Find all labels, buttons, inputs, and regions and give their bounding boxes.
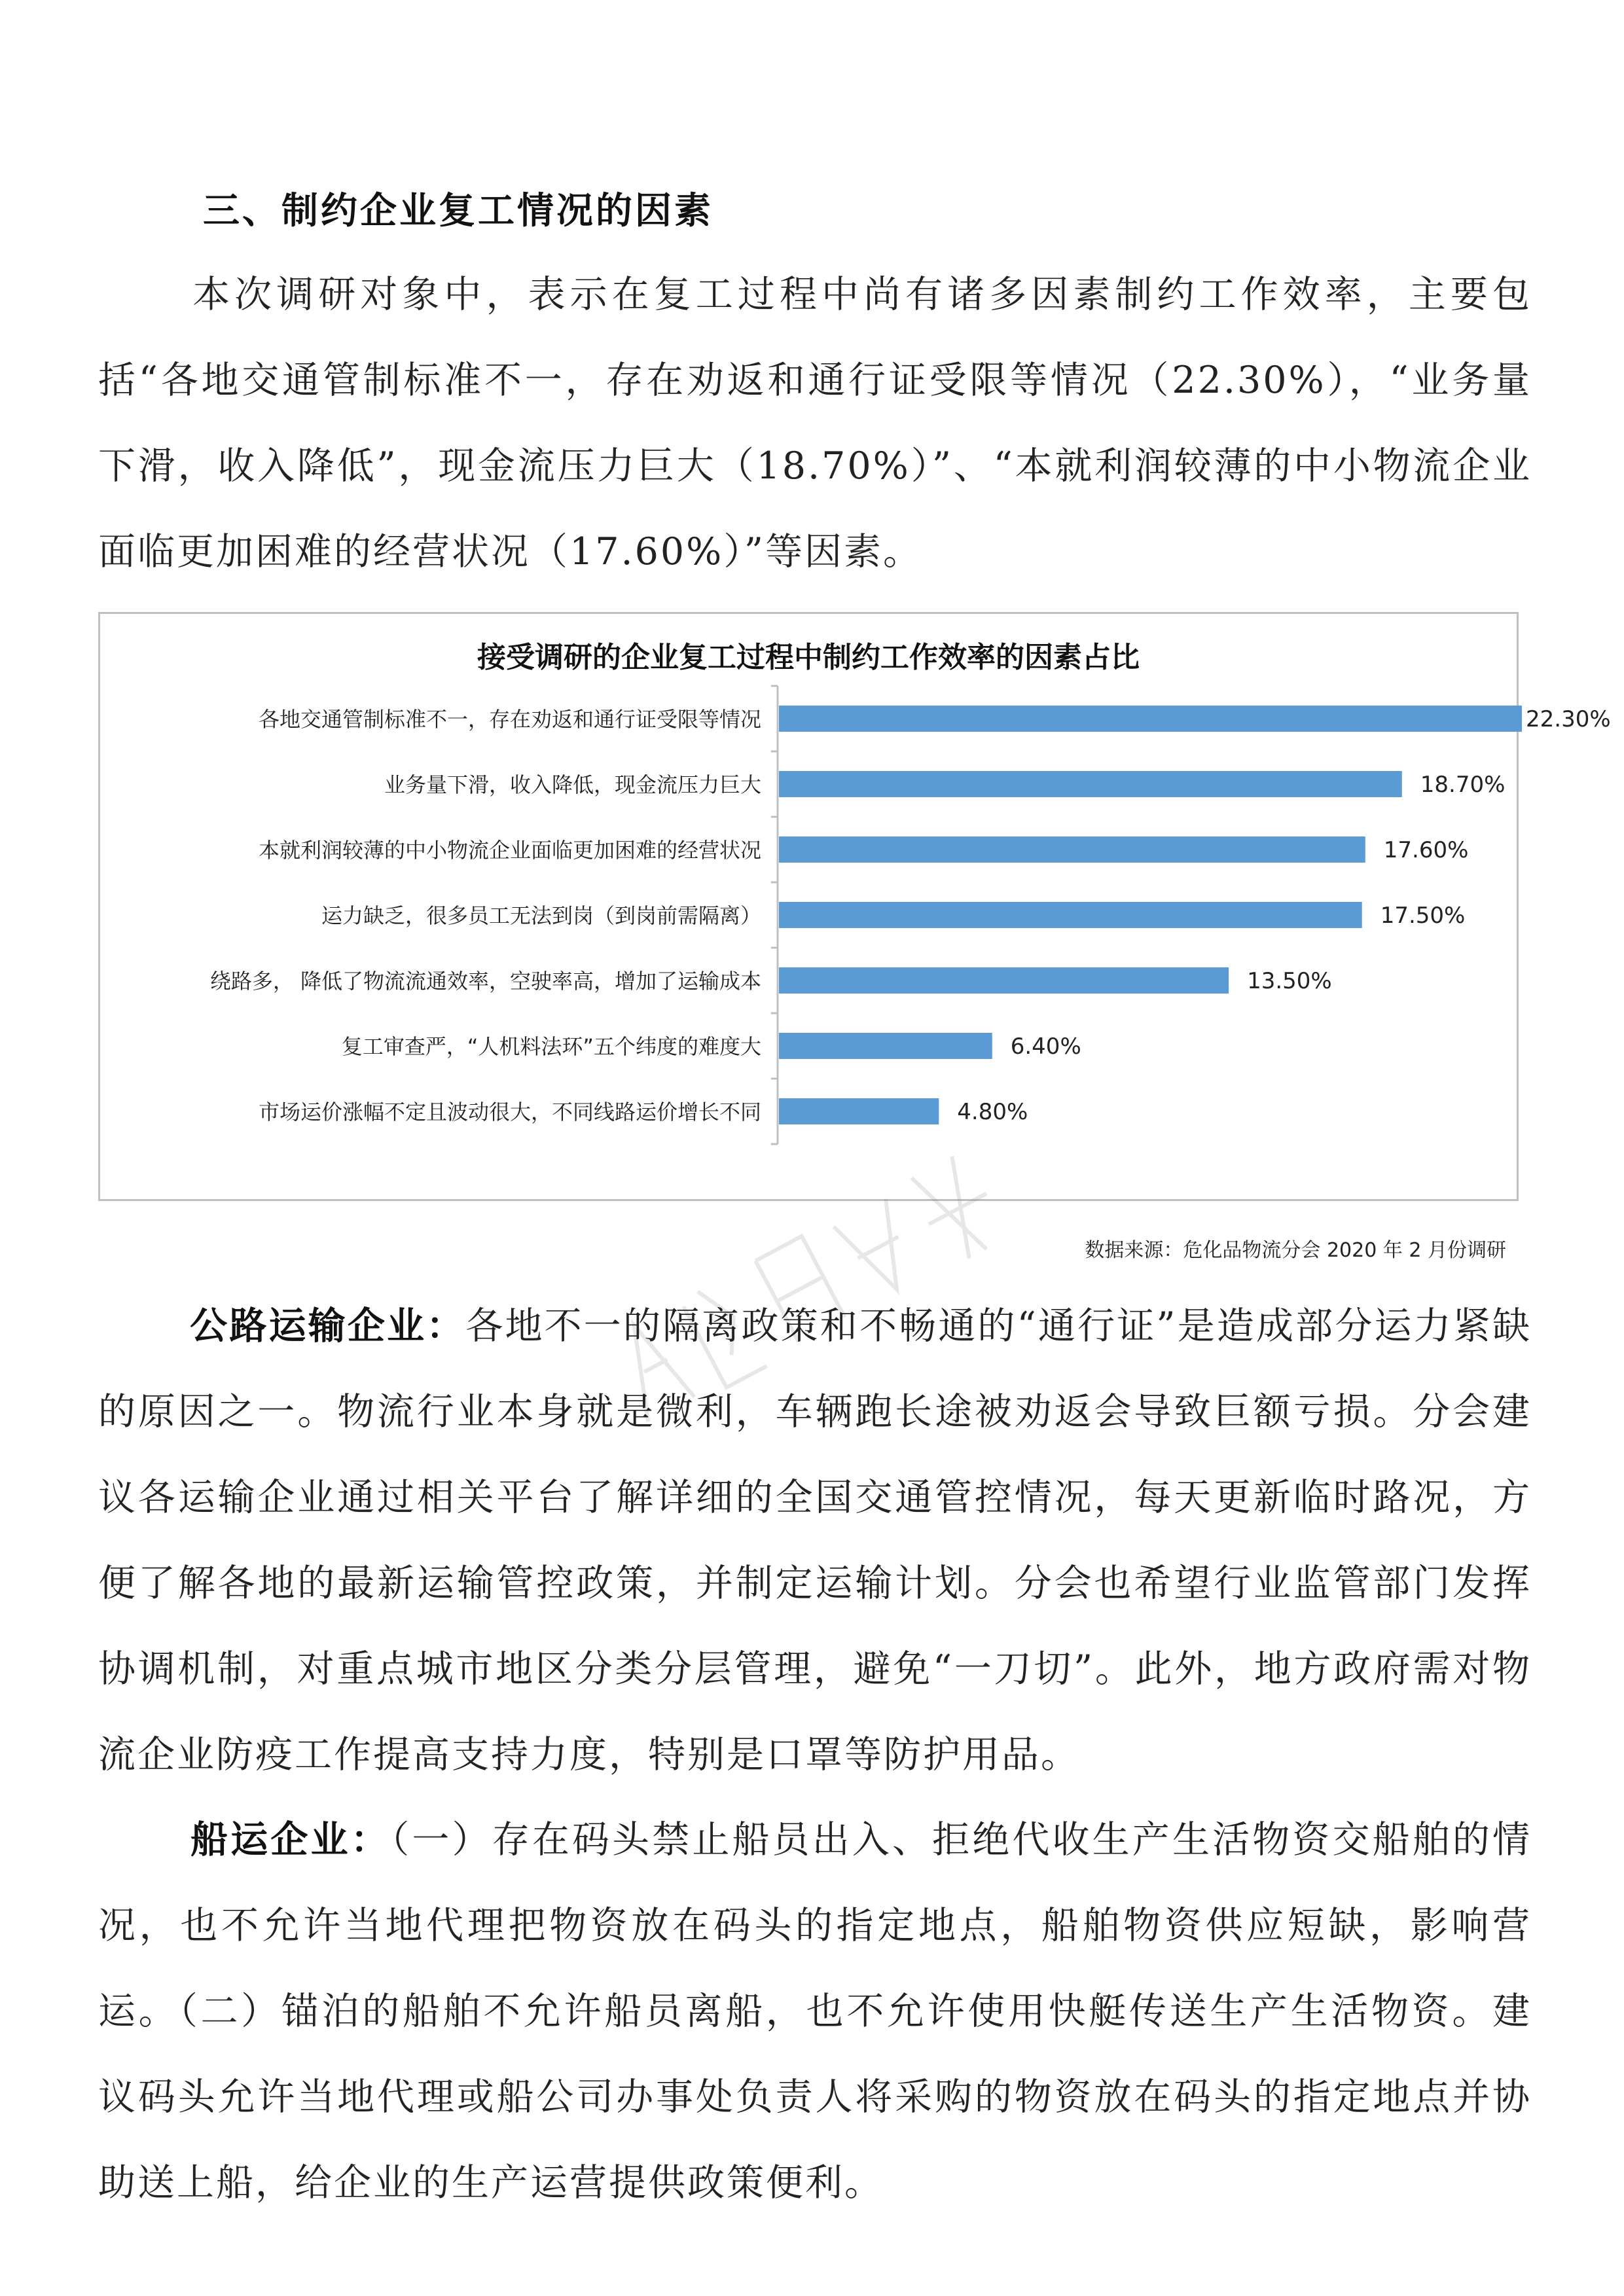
category-label: 绕路多， 降低了物流流通效率，空驶率高，增加了运输成本 — [209, 969, 761, 994]
category-label: 市场运价涨幅不定且波动很大，不同线路运价增长不同 — [258, 1100, 761, 1124]
value-label: 17.50% — [1380, 903, 1466, 929]
bar — [779, 902, 1362, 928]
value-label: 6.40% — [1010, 1033, 1081, 1060]
bar — [779, 836, 1365, 863]
category-label: 运力缺乏，很多员工无法到岗（到岗前需隔离） — [321, 903, 761, 928]
category-label: 业务量下滑，收入降低，现金流压力巨大 — [384, 772, 761, 797]
road-transport-label: 公路运输企业： — [190, 1304, 466, 1348]
intro-text: 本次调研对象中，表示在复工过程中尚有诸多因素制约工作效率，主要包括“各地交通管制标准不一，存在劝返和通行证受限等情况（22.30%），“业务量下滑，收入降低”，现金流压力巨大（18.70%）”、“本就利润较薄的中小物流企业面临更加困难的经营状况（17.60%）”等因素。 — [98, 273, 1532, 573]
bar — [779, 706, 1522, 732]
value-label: 17.60% — [1383, 837, 1469, 863]
value-label: 4.80% — [957, 1099, 1028, 1125]
chart-title: 接受调研的企业复工过程中制约工作效率的因素占比 — [477, 641, 1140, 674]
shipping-paragraph — [98, 1797, 1532, 2226]
bar — [779, 1098, 939, 1124]
bar — [779, 771, 1402, 797]
category-label: 复工审查严，“人机料法环”五个纬度的难度大 — [341, 1034, 761, 1059]
bar — [779, 1033, 992, 1059]
chart-container — [98, 612, 1611, 1201]
bar-chart — [100, 614, 1611, 1199]
road-transport-text: 各地不一的隔离政策和不畅通的“通行证”是造成部分运力紧缺的原因之一。物流行业本身就是微利，车辆跑长途被劝返会导致巨额亏损。分会建议各运输企业通过相关平台了解详细的全国交通管控情况，每天更新临时路况，方便了解各地的最新运输管控政策，并制定运输计划。分会也希望行业监管部门发挥协调机制，对重点城市地区分类分层管理，避免“一刀切”。此外，地方政府需对物流企业防疫工作提高支持力度，特别是口罩等防护用品。 — [98, 1304, 1532, 1776]
category-label: 本就利润较薄的中小物流企业面临更加困难的经营状况 — [258, 838, 761, 863]
value-label: 13.50% — [1247, 968, 1332, 994]
shipping-label: 船运企业： — [190, 1818, 391, 1861]
value-label: 18.70% — [1420, 772, 1506, 798]
section-heading: 三、制约企业复工情况的因素 — [203, 189, 713, 232]
category-label: 各地交通管制标准不一，存在劝返和通行证受限等情况 — [258, 707, 761, 732]
data-source-note: 数据来源：危化品物流分会 2020 年 2 月份调研 — [1085, 1239, 1506, 1262]
shipping-text: （一）存在码头禁止船员出入、拒绝代收生产生活物资交船舶的情况，也不允许当地代理把物资放在码头的指定地点，船舶物资供应短缺，影响营运。（二）锚泊的船舶不允许船员离船，也不允许使用快艇传送生产生活物资。建议码头允许当地代理或船公司办事处负责人将采购的物资放在码头的指定地点并协助送上船，给企业的生产运营提供政策便利。 — [98, 1818, 1532, 2204]
intro-paragraph — [98, 252, 1532, 595]
value-label: 22.30% — [1526, 706, 1611, 732]
road-transport-paragraph — [98, 1283, 1532, 1798]
bar — [779, 967, 1229, 994]
